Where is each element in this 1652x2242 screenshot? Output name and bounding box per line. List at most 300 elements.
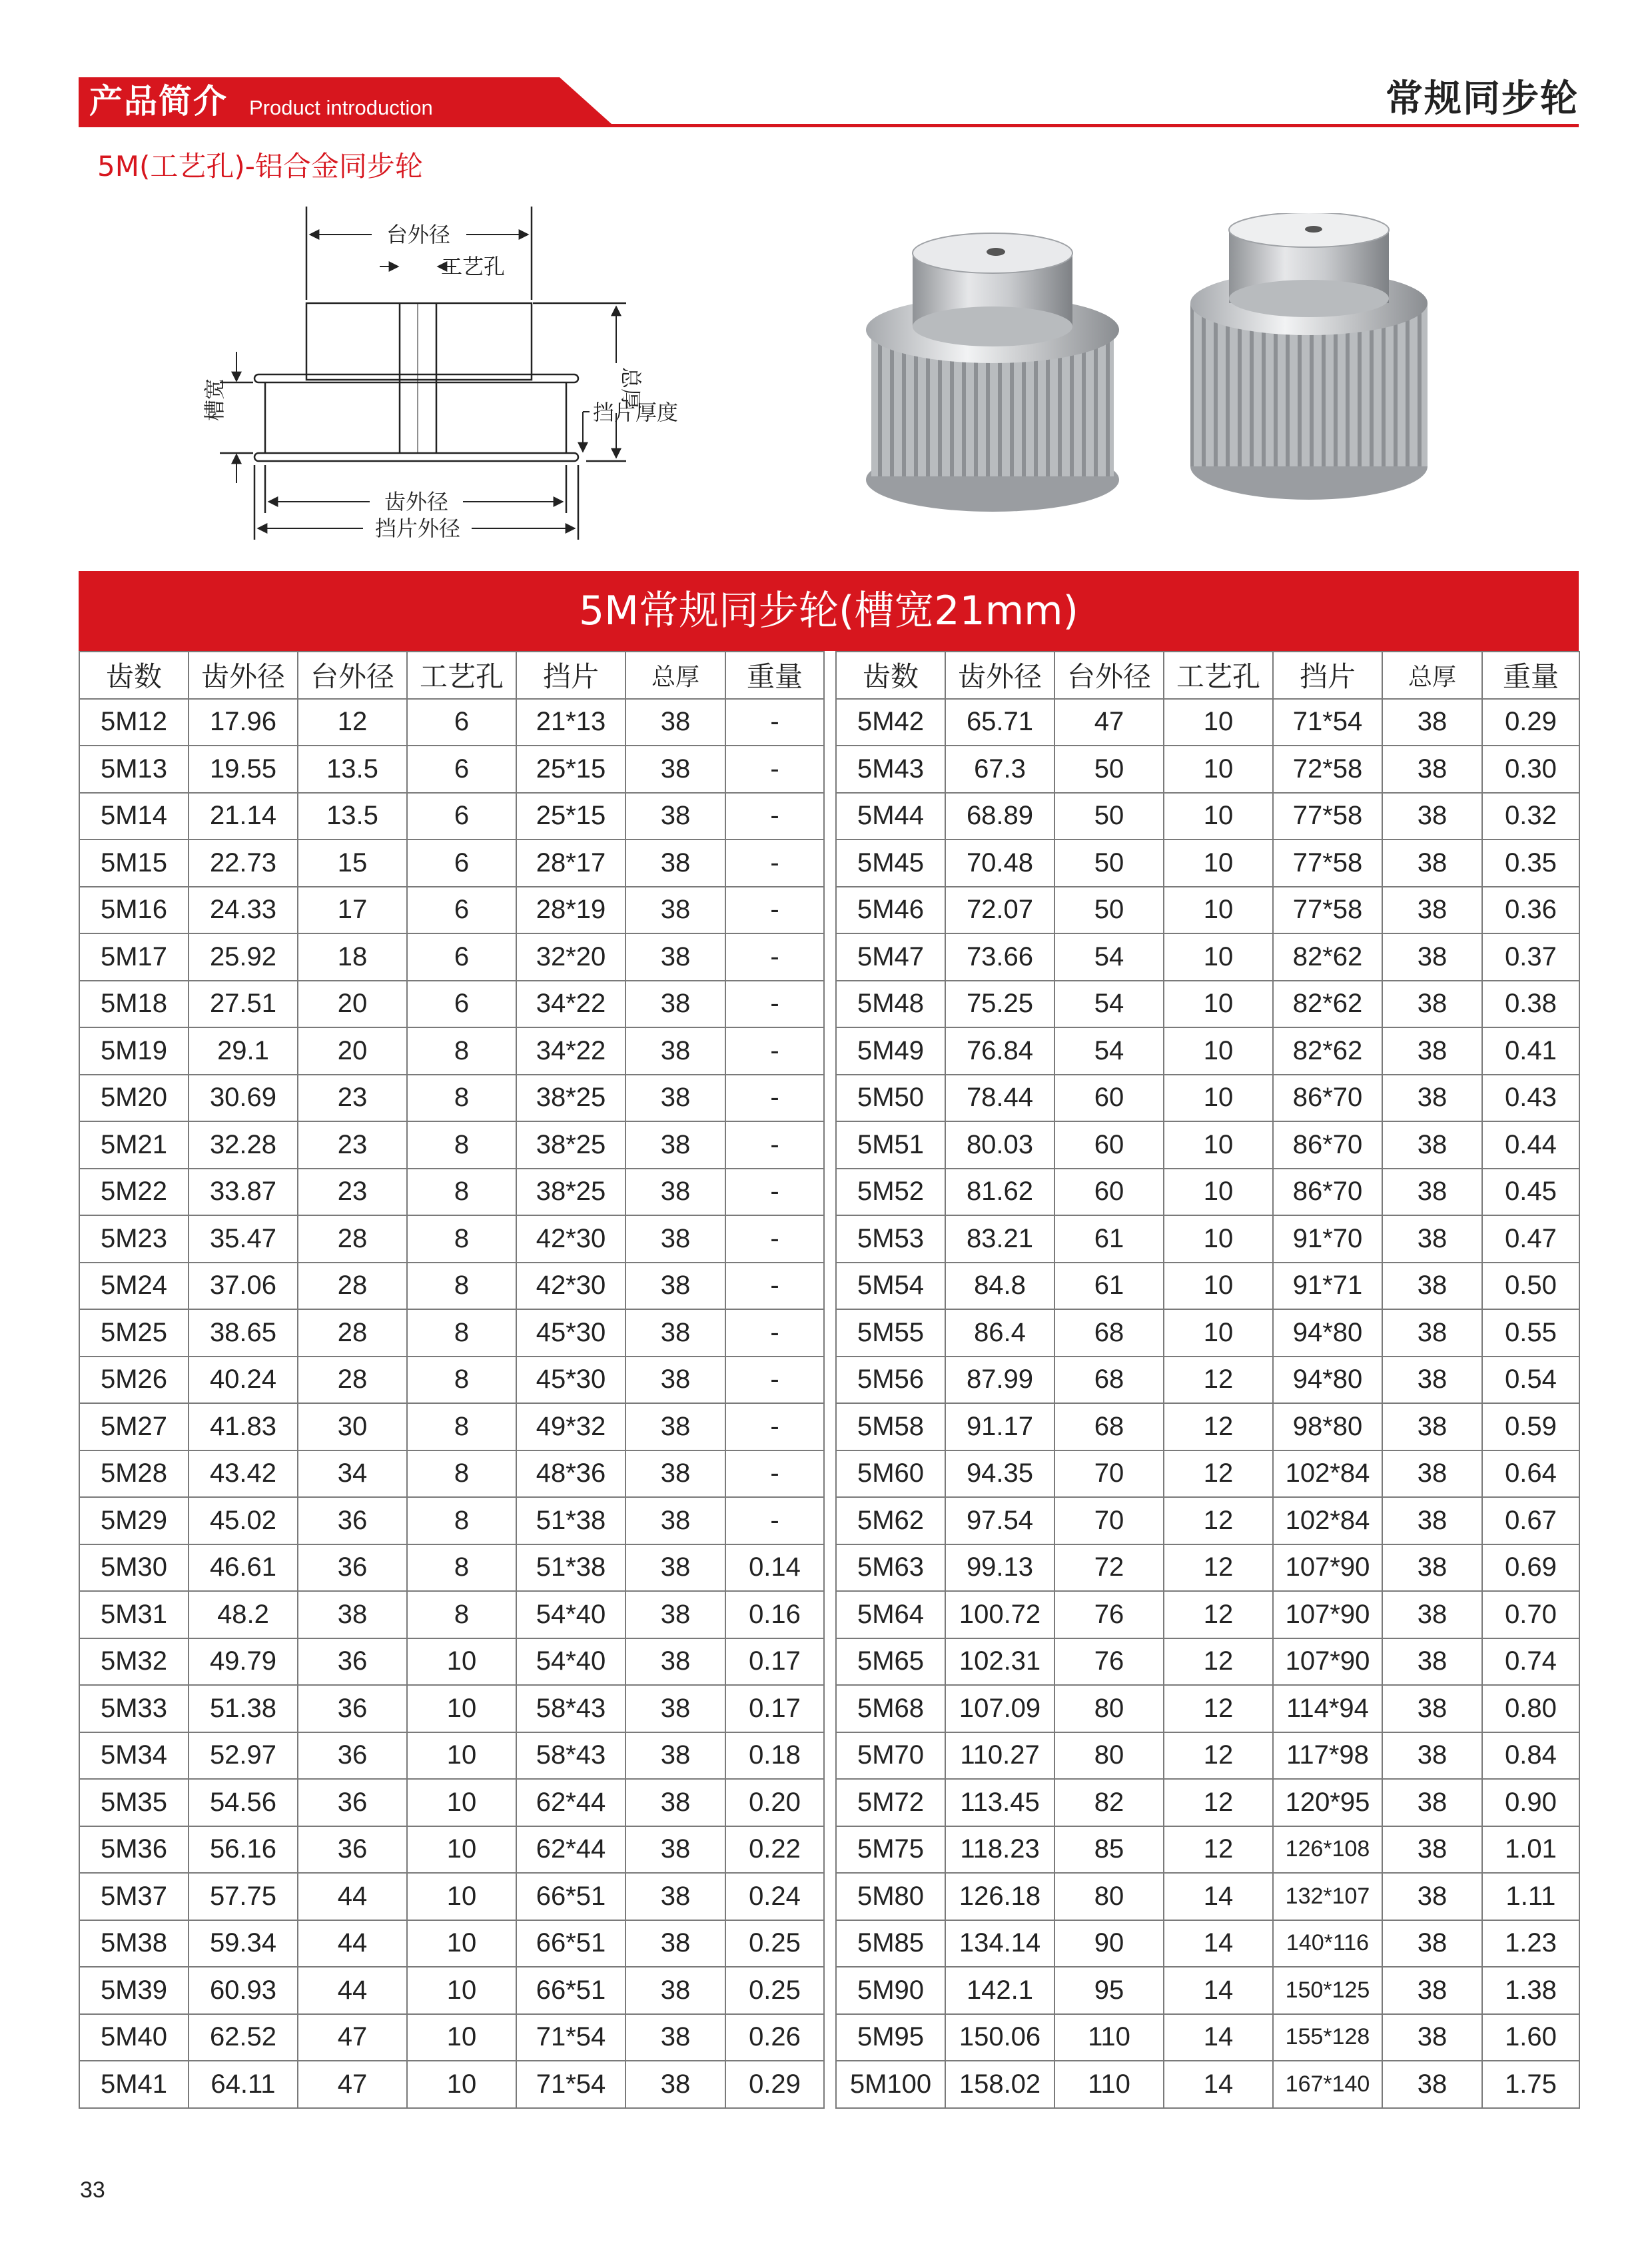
label-flange-od: 挡片外径 [374, 516, 461, 541]
table-cell: 38 [1382, 793, 1482, 840]
table-cell: 38 [625, 1685, 725, 1732]
table-cell: 17 [298, 887, 407, 934]
table-cell: - [725, 1215, 824, 1263]
table-cell: - [725, 1075, 824, 1122]
table-row [79, 1121, 824, 1169]
table-cell: 0.26 [725, 2014, 824, 2061]
column-header: 齿数 [79, 652, 189, 699]
table-cell: 56.16 [189, 1826, 298, 1874]
table-cell: 12 [1164, 1450, 1273, 1498]
table-cell: 60 [1054, 1169, 1164, 1216]
table-cell: 38 [625, 699, 725, 746]
table-cell: 5M41 [79, 2061, 189, 2108]
table-row [836, 2014, 1579, 2061]
table-cell: 86.4 [945, 1309, 1054, 1357]
table-cell: 0.30 [1482, 746, 1579, 793]
table-cell: 38 [1382, 1121, 1482, 1169]
table-cell: 5M54 [836, 1263, 945, 1310]
table-row [79, 1075, 824, 1122]
table-cell: 38 [1382, 1920, 1482, 1967]
column-header: 挡片 [516, 652, 625, 699]
table-cell: 5M63 [836, 1544, 945, 1592]
table-cell: 38 [1382, 1967, 1482, 2014]
table-cell: 97.54 [945, 1497, 1054, 1544]
table-cell: 23 [298, 1121, 407, 1169]
table-cell: 71*54 [516, 2014, 625, 2061]
table-row [79, 1309, 824, 1357]
table-row [79, 1732, 824, 1780]
table-cell: 102*84 [1273, 1497, 1382, 1544]
table-cell: 82*62 [1273, 933, 1382, 981]
table-cell: - [725, 1121, 824, 1169]
table-cell: 38 [1382, 981, 1482, 1028]
table-cell: - [725, 746, 824, 793]
table-cell: 10 [1164, 981, 1273, 1028]
table-cell: 14 [1164, 1920, 1273, 1967]
label-total-thickness: 总厚 [618, 366, 643, 410]
table-cell: 12 [1164, 1826, 1273, 1874]
table-cell: 38 [625, 1169, 725, 1216]
table-row [79, 1169, 824, 1216]
table-cell: 0.25 [725, 1920, 824, 1967]
table-cell: 36 [298, 1826, 407, 1874]
column-header: 总厚 [625, 652, 725, 699]
table-cell: 38 [625, 1403, 725, 1450]
table-cell: 5M100 [836, 2061, 945, 2108]
table-row [79, 793, 824, 840]
table-cell: 120*95 [1273, 1779, 1382, 1826]
table-cell: - [725, 840, 824, 887]
table-cell: 38 [1382, 699, 1482, 746]
table-cell: 0.37 [1482, 933, 1579, 981]
table-row [836, 933, 1579, 981]
table-cell: 12 [1164, 1497, 1273, 1544]
table-cell: 6 [407, 746, 516, 793]
table-cell: 134.14 [945, 1920, 1054, 1967]
table-cell: 29.1 [189, 1027, 298, 1075]
table-cell: 5M35 [79, 1779, 189, 1826]
table-cell: 10 [407, 2014, 516, 2061]
table-cell: 0.35 [1482, 840, 1579, 887]
table-cell: 94*80 [1273, 1357, 1382, 1404]
table-row [836, 793, 1579, 840]
table-cell: 70.48 [945, 840, 1054, 887]
table-row [836, 1873, 1579, 1920]
table-cell: 36 [298, 1497, 407, 1544]
table-cell: 68 [1054, 1403, 1164, 1450]
table-cell: 36 [298, 1638, 407, 1686]
table-cell: 38 [1382, 2061, 1482, 2108]
table-cell: 48*36 [516, 1450, 625, 1498]
table-cell: 12 [1164, 1403, 1273, 1450]
table-cell: 28 [298, 1357, 407, 1404]
table-cell: 25.92 [189, 933, 298, 981]
table-cell: - [725, 793, 824, 840]
table-cell: 5M51 [836, 1121, 945, 1169]
table-cell: 27.51 [189, 981, 298, 1028]
table-cell: 5M46 [836, 887, 945, 934]
table-cell: 132*107 [1273, 1873, 1382, 1920]
table-cell: - [725, 1403, 824, 1450]
table-cell: 38*25 [516, 1169, 625, 1216]
table-cell: 0.14 [725, 1544, 824, 1592]
table-cell: 0.44 [1482, 1121, 1579, 1169]
table-cell: 5M20 [79, 1075, 189, 1122]
table-cell: 5M80 [836, 1873, 945, 1920]
pulley-photo-left [866, 233, 1119, 512]
table-cell: 0.29 [725, 2061, 824, 2108]
table-cell: 60 [1054, 1075, 1164, 1122]
table-cell: 86*70 [1273, 1169, 1382, 1216]
table-cell: 110.27 [945, 1732, 1054, 1780]
table-cell: 8 [407, 1027, 516, 1075]
column-header: 工艺孔 [1164, 652, 1273, 699]
table-cell: 47 [298, 2061, 407, 2108]
table-cell: 33.87 [189, 1169, 298, 1216]
table-cell: 38 [1382, 887, 1482, 934]
table-cell: 0.69 [1482, 1544, 1579, 1592]
table-cell: 1.11 [1482, 1873, 1579, 1920]
table-cell: 90 [1054, 1920, 1164, 1967]
label-hub-od: 台外径 [386, 222, 451, 247]
table-cell: 38.65 [189, 1309, 298, 1357]
product-photo [859, 213, 1512, 520]
table-cell: 51*38 [516, 1497, 625, 1544]
table-cell: 64.11 [189, 2061, 298, 2108]
table-cell: 10 [1164, 793, 1273, 840]
table-cell: 36 [298, 1685, 407, 1732]
table-cell: 86*70 [1273, 1075, 1382, 1122]
table-cell: 44 [298, 1967, 407, 2014]
table-cell: 10 [1164, 840, 1273, 887]
table-cell: 0.20 [725, 1779, 824, 1826]
table-cell: 5M23 [79, 1215, 189, 1263]
table-cell: 80 [1054, 1873, 1164, 1920]
table-cell: 0.29 [1482, 699, 1579, 746]
table-cell: 82*62 [1273, 981, 1382, 1028]
table-cell: 5M28 [79, 1450, 189, 1498]
column-header: 重量 [725, 652, 824, 699]
table-row [836, 1450, 1579, 1498]
table-cell: 59.34 [189, 1920, 298, 1967]
table-cell: 5M60 [836, 1450, 945, 1498]
table-cell: 45.02 [189, 1497, 298, 1544]
table-cell: 114*94 [1273, 1685, 1382, 1732]
table-cell: 12 [1164, 1732, 1273, 1780]
table-cell: 0.70 [1482, 1591, 1579, 1638]
table-cell: 5M50 [836, 1075, 945, 1122]
column-header: 台外径 [1054, 652, 1164, 699]
column-header: 挡片 [1273, 652, 1382, 699]
table-cell: 0.38 [1482, 981, 1579, 1028]
table-cell: 38 [625, 793, 725, 840]
table-cell: 82*62 [1273, 1027, 1382, 1075]
table-row [836, 1779, 1579, 1826]
table-cell: 44 [298, 1920, 407, 1967]
table-cell: 91.17 [945, 1403, 1054, 1450]
table-cell: - [725, 933, 824, 981]
table-cell: 10 [407, 2061, 516, 2108]
table-row [79, 1544, 824, 1592]
table-cell: 142.1 [945, 1967, 1054, 2014]
table-cell: 30 [298, 1403, 407, 1450]
table-cell: 38 [1382, 1263, 1482, 1310]
table-cell: 13.5 [298, 746, 407, 793]
table-cell: 5M27 [79, 1403, 189, 1450]
table-cell: 1.23 [1482, 1920, 1579, 1967]
table-row [79, 1685, 824, 1732]
table-row [79, 1779, 824, 1826]
table-cell: 86*70 [1273, 1121, 1382, 1169]
pulley-dimension-diagram [200, 200, 786, 546]
table-cell: 118.23 [945, 1826, 1054, 1874]
table-cell: 18 [298, 933, 407, 981]
table-cell: 5M19 [79, 1027, 189, 1075]
table-cell: 23 [298, 1075, 407, 1122]
table-cell: 5M29 [79, 1497, 189, 1544]
table-cell: 47 [1054, 699, 1164, 746]
table-cell: 38 [1382, 1544, 1482, 1592]
table-cell: 5M53 [836, 1215, 945, 1263]
table-cell: 78.44 [945, 1075, 1054, 1122]
table-cell: 37.06 [189, 1263, 298, 1310]
table-cell: 12 [1164, 1779, 1273, 1826]
table-row [79, 933, 824, 981]
table-cell: 10 [1164, 699, 1273, 746]
column-header: 总厚 [1382, 652, 1482, 699]
table-cell: 5M15 [79, 840, 189, 887]
table-row [836, 981, 1579, 1028]
table-cell: 38 [625, 2014, 725, 2061]
table-cell: 87.99 [945, 1357, 1054, 1404]
table-cell: 46.61 [189, 1544, 298, 1592]
table-cell: 38 [625, 1544, 725, 1592]
table-cell: 10 [1164, 1169, 1273, 1216]
table-cell: 94.35 [945, 1450, 1054, 1498]
table-cell: - [725, 1169, 824, 1216]
table-cell: 158.02 [945, 2061, 1054, 2108]
table-cell: 100.72 [945, 1591, 1054, 1638]
table-cell: 72.07 [945, 887, 1054, 934]
table-cell: 5M32 [79, 1638, 189, 1686]
table-cell: 5M34 [79, 1732, 189, 1780]
table-cell: 140*116 [1273, 1920, 1382, 1967]
table-cell: 25*15 [516, 793, 625, 840]
table-cell: 38 [625, 840, 725, 887]
table-cell: - [725, 981, 824, 1028]
column-header: 重量 [1482, 652, 1579, 699]
table-row [836, 1638, 1579, 1686]
table-row [79, 1638, 824, 1686]
table-cell: 126.18 [945, 1873, 1054, 1920]
table-cell: 113.45 [945, 1779, 1054, 1826]
table-cell: 6 [407, 933, 516, 981]
table-cell: 38 [1382, 1309, 1482, 1357]
table-cell: 38 [625, 933, 725, 981]
table-cell: 15 [298, 840, 407, 887]
table-cell: 0.41 [1482, 1027, 1579, 1075]
table-row [836, 746, 1579, 793]
hub-outline [306, 303, 532, 380]
column-header: 台外径 [298, 652, 407, 699]
pulley-photo-right [1190, 213, 1428, 500]
table-cell: 61 [1054, 1215, 1164, 1263]
table-row [836, 1027, 1579, 1075]
table-cell: 71*54 [516, 2061, 625, 2108]
table-cell: 38 [1382, 1591, 1482, 1638]
table-cell: 38 [625, 1779, 725, 1826]
table-cell: 5M68 [836, 1685, 945, 1732]
table-cell: 28 [298, 1263, 407, 1310]
table-cell: 10 [407, 1967, 516, 2014]
table-cell: 38 [625, 981, 725, 1028]
table-cell: 14 [1164, 1967, 1273, 2014]
table-row [79, 1215, 824, 1263]
table-cell: 77*58 [1273, 840, 1382, 887]
table-row [79, 1450, 824, 1498]
table-cell: 5M26 [79, 1357, 189, 1404]
table-cell: 10 [1164, 1263, 1273, 1310]
table-row [836, 1826, 1579, 1874]
table-cell: 38 [625, 1075, 725, 1122]
table-cell: 117*98 [1273, 1732, 1382, 1780]
table-cell: 49.79 [189, 1638, 298, 1686]
table-cell: 75.25 [945, 981, 1054, 1028]
table-cell: 0.32 [1482, 793, 1579, 840]
table-cell: 0.80 [1482, 1685, 1579, 1732]
table-cell: 5M90 [836, 1967, 945, 2014]
table-cell: 0.22 [725, 1826, 824, 1874]
table-cell: 1.75 [1482, 2061, 1579, 2108]
table-cell: 10 [407, 1732, 516, 1780]
table-cell: 5M43 [836, 746, 945, 793]
table-cell: 5M72 [836, 1779, 945, 1826]
table-cell: 23 [298, 1169, 407, 1216]
table-cell: 38 [1382, 1732, 1482, 1780]
table-cell: 36 [298, 1732, 407, 1780]
table-cell: 0.47 [1482, 1215, 1579, 1263]
table-cell: 0.50 [1482, 1263, 1579, 1310]
table-cell: 8 [407, 1357, 516, 1404]
table-cell: 38 [625, 2061, 725, 2108]
table-cell: 47 [298, 2014, 407, 2061]
spec-table-right [835, 651, 1580, 2109]
table-cell: 10 [407, 1920, 516, 1967]
table-row [836, 1075, 1579, 1122]
table-row [79, 840, 824, 887]
table-cell: 6 [407, 840, 516, 887]
label-groove-width: 槽宽 [202, 378, 227, 422]
table-cell: 38 [625, 1920, 725, 1967]
table-cell: 38 [625, 1263, 725, 1310]
table-cell: 5M48 [836, 981, 945, 1028]
table-cell: 65.71 [945, 699, 1054, 746]
table-cell: 38 [1382, 840, 1482, 887]
table-cell: 5M47 [836, 933, 945, 981]
table-cell: 50 [1054, 793, 1164, 840]
table-cell: 28*19 [516, 887, 625, 934]
table-row [836, 1309, 1579, 1357]
table-cell: 5M31 [79, 1591, 189, 1638]
table-cell: 5M58 [836, 1403, 945, 1450]
label-tooth-od: 齿外径 [384, 489, 449, 514]
table-cell: - [725, 1450, 824, 1498]
table-cell: 38 [1382, 1779, 1482, 1826]
table-cell: 22.73 [189, 840, 298, 887]
table-cell: 12 [1164, 1544, 1273, 1592]
table-cell: 58*43 [516, 1732, 625, 1780]
table-cell: 54.56 [189, 1779, 298, 1826]
table-cell: 80.03 [945, 1121, 1054, 1169]
table-cell: 0.90 [1482, 1779, 1579, 1826]
table-cell: 8 [407, 1075, 516, 1122]
table-cell: 10 [1164, 746, 1273, 793]
table-cell: 110 [1054, 2014, 1164, 2061]
table-cell: 58*43 [516, 1685, 625, 1732]
table-row [836, 1544, 1579, 1592]
table-cell: 80 [1054, 1685, 1164, 1732]
table-cell: 50 [1054, 746, 1164, 793]
section-title-en: Product introduction [249, 96, 433, 119]
label-process-hole: 工艺孔 [441, 254, 506, 279]
table-cell: - [725, 699, 824, 746]
table-cell: 0.16 [725, 1591, 824, 1638]
table-cell: 8 [407, 1497, 516, 1544]
table-cell: 50 [1054, 887, 1164, 934]
table-row [79, 1403, 824, 1450]
table-cell: - [725, 1497, 824, 1544]
table-cell: 5M37 [79, 1873, 189, 1920]
table-cell: 61 [1054, 1263, 1164, 1310]
table-row [836, 1591, 1579, 1638]
table-cell: 34*22 [516, 1027, 625, 1075]
table-cell: 38 [625, 1591, 725, 1638]
bottom-flange [254, 453, 578, 461]
table-cell: 91*70 [1273, 1215, 1382, 1263]
table-cell: 54*40 [516, 1638, 625, 1686]
table-cell: 0.24 [725, 1873, 824, 1920]
table-cell: 68 [1054, 1357, 1164, 1404]
table-cell: 5M64 [836, 1591, 945, 1638]
table-cell: 8 [407, 1403, 516, 1450]
table-cell: 66*51 [516, 1920, 625, 1967]
table-row [79, 1591, 824, 1638]
table-cell: 10 [1164, 1027, 1273, 1075]
table-cell: 5M14 [79, 793, 189, 840]
table-cell: 20 [298, 1027, 407, 1075]
table-row [836, 1215, 1579, 1263]
column-header: 齿外径 [189, 652, 298, 699]
table-cell: 1.01 [1482, 1826, 1579, 1874]
table-cell: 0.55 [1482, 1309, 1579, 1357]
table-cell: 1.60 [1482, 2014, 1579, 2061]
table-cell: 10 [1164, 1121, 1273, 1169]
table-cell: 6 [407, 793, 516, 840]
table-cell: 5M95 [836, 2014, 945, 2061]
table-cell: 62*44 [516, 1779, 625, 1826]
table-cell: 84.8 [945, 1263, 1054, 1310]
table-cell: 35.47 [189, 1215, 298, 1263]
table-cell: 76 [1054, 1591, 1164, 1638]
table-cell: - [725, 1263, 824, 1310]
table-cell: 5M39 [79, 1967, 189, 2014]
table-cell: 51*38 [516, 1544, 625, 1592]
table-cell: 10 [407, 1826, 516, 1874]
table-cell: 126*108 [1273, 1826, 1382, 1874]
table-cell: 76.84 [945, 1027, 1054, 1075]
table-header-row [79, 652, 824, 699]
table-cell: 38 [1382, 1685, 1482, 1732]
